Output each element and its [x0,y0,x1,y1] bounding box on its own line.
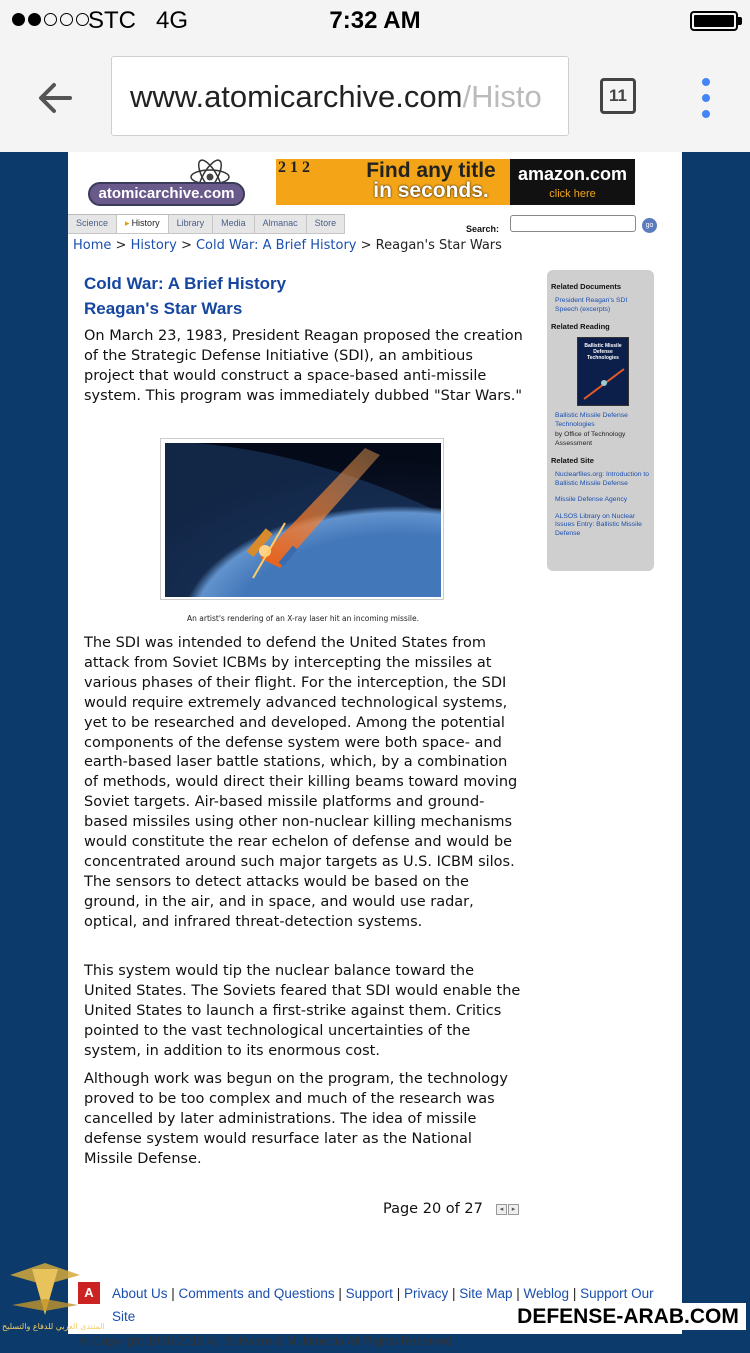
breadcrumb: Home > History > Cold War: A Brief History > Reagan's Star Wars [73,238,502,253]
tab-switcher-button[interactable]: 11 [600,78,636,114]
related-site-link-3[interactable]: ALSOS Library on Nuclear Issues Entry: Ballistic Missile Defense [555,512,642,537]
footer-link-site-map[interactable]: Site Map [459,1286,513,1301]
url-host: www.atomicarchive.com [130,79,463,114]
body-paragraph-1: The SDI was intended to defend the United States from attack from Soviet ICBMs by intercepting the missiles at various phases of their flight. For the interception, the SDI would require extremely advanced technological systems, yet to be researched and developed. Among the potential components of the defense system were both space- and earth-based laser battle stations, which, by a combination of methods, would direct their killing beams toward moving Soviet targets. Air-based missile platforms and ground-based missiles using other non-nuclear killing mechanisms would constitute the rear echelon of defense and would be concentrated around such major targets as U.S. ICBM silos. The sensors to detect attacks would be based on the ground, in the air, and in space, and would use radar, optical, and infrared threat-detection systems. [84,635,518,930]
battery-icon [690,11,738,31]
amazon-banner-ad[interactable] [276,159,635,205]
status-bar [0,0,750,42]
book-author: by Office of Technology Assessment [555,431,626,447]
footer-link-about-us[interactable]: About Us [112,1286,168,1301]
book-cover-title: Ballistic Missile Defense Technologies [584,343,622,361]
copyright: © Copyright 1998-2015 AJ Software & Multimedia All Rights Reserved [80,1334,453,1348]
page-indicator: Page 20 of 27 [383,1201,483,1217]
ad-line-2: in seconds. [373,179,489,202]
search-go-button[interactable]: go [642,218,657,233]
related-sidebar [547,270,654,571]
logo-wordmark: atomicarchive.com [88,182,245,206]
footer-link-privacy[interactable]: Privacy [403,1286,449,1301]
network-label: 4G [156,7,189,34]
breadcrumb-current: Reagan's Star Wars [375,238,502,253]
breadcrumb-cold-war[interactable]: Cold War: A Brief History [195,238,357,253]
address-bar[interactable] [111,56,569,136]
nav-tab-library[interactable]: Library [169,215,214,234]
pager-controls [496,1204,519,1215]
watermark-banner: DEFENSE-ARAB.COM [510,1303,746,1330]
ad-line-1: Find any title [366,159,496,182]
related-documents-heading: Related Documents [551,282,622,291]
article-subtitle: Reagan's Star Wars [84,299,243,318]
search-input[interactable] [510,215,636,232]
footer-link-support-our-site[interactable]: Support Our Site [112,1286,654,1324]
watermark-arabic-text: المنتدى العربي للدفاع والتسليح [2,1322,105,1331]
nav-tab-media[interactable]: Media [213,215,255,234]
article-title: Cold War: A Brief History [84,274,287,293]
nav-tab-store[interactable]: Store [307,215,346,234]
footer-logo: A [78,1282,100,1304]
footer-separator: | [512,1286,524,1301]
related-site-link-2[interactable]: Missile Defense Agency [555,496,628,503]
site-nav-tabs [68,214,345,233]
body-paragraph-2: This system would tip the nuclear balance toward the United States. The Soviets feared that SDI would enable the United States to launch a first-strike against them. Critics pointed to the vast technological uncertainties of the system, in addition to its enormous cost. [84,963,521,1059]
book-cover-image[interactable] [577,337,629,406]
ad-headline [346,161,516,201]
footer-separator: | [334,1286,346,1301]
carrier-label: STC 4G [88,7,189,34]
footer-link-support[interactable]: Support [345,1286,393,1301]
breadcrumb-home[interactable]: Home [73,238,112,253]
footer-separator: | [569,1286,581,1301]
figure-caption: An artist's rendering of an X-ray laser hit an incoming missile. [187,614,419,623]
sdi-laser-illustration [165,443,441,597]
footer-link-comments-and-questions[interactable]: Comments and Questions [178,1286,335,1301]
related-doc-link[interactable]: President Reagan's SDI Speech (excerpts) [555,297,628,313]
nav-tab-science[interactable]: Science [68,215,117,234]
overflow-menu-button[interactable] [700,78,712,118]
url-path: /Histo [462,79,542,114]
next-page-button[interactable]: ▸ [508,1204,519,1215]
related-site-heading: Related Site [551,456,594,465]
footer-separator: | [448,1286,460,1301]
previous-page-button[interactable]: ◂ [496,1204,507,1215]
footer-link-weblog[interactable]: Weblog [523,1286,570,1301]
battery-fill [694,15,734,27]
ad-cta: click here [549,188,596,200]
battery-tip [738,17,742,25]
book-link[interactable]: Ballistic Missile Defense Technologies [555,412,628,428]
search-label: Search: [466,224,500,234]
related-site-link-1[interactable]: Nuclearfiles.org: Introduction to Ballistic Missile Defense [555,471,650,487]
article-figure [160,438,444,600]
site-logo[interactable] [88,155,248,207]
ad-brand-name: amazon.com [517,164,628,184]
clock: 7:32 AM [329,7,421,34]
browser-toolbar [0,42,750,152]
nav-tab-history[interactable]: ▸ History [117,215,169,234]
web-page [68,152,682,1348]
breadcrumb-history[interactable]: History [130,238,177,253]
related-reading-heading: Related Reading [551,322,610,331]
book-cover-art [578,361,630,405]
body-paragraph-3: Although work was begun on the program, the technology proved to be too complex and much of the research was cancelled by later administrations. The idea of missile defense system would resurface later as the National Missile Defense. [84,1071,508,1167]
nav-tab-almanac[interactable]: Almanac [255,215,307,234]
ad-digit-blocks: 2 1 2 [278,159,310,176]
footer-separator: | [392,1286,404,1301]
intro-paragraph: On March 23, 1983, President Reagan proposed the creation of the Strategic Defense Initiative (SDI), an ambitious project that would construct a space-based anti-missile system. This program was immediately dubbed "Star Wars." [84,328,523,404]
ad-brand-panel [510,159,635,205]
footer-separator: | [167,1286,179,1301]
back-button[interactable] [34,76,78,120]
back-arrow-icon [34,76,78,120]
